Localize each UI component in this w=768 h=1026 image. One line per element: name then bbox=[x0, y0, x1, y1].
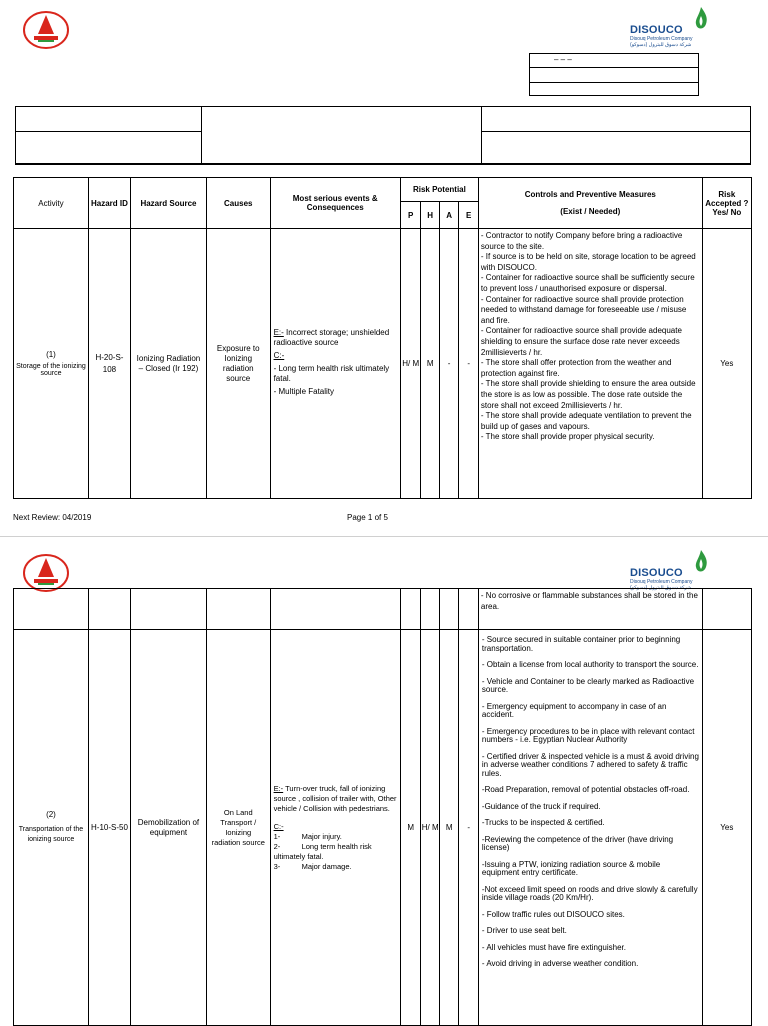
title-block bbox=[15, 106, 751, 165]
company-emblem-icon bbox=[22, 553, 70, 593]
header-hazard-id: Hazard ID bbox=[88, 178, 130, 229]
page-divider bbox=[0, 536, 768, 545]
row2-accepted: Yes bbox=[702, 630, 751, 1026]
row2-c-label: C:- bbox=[273, 821, 284, 831]
row2-activity-num: (2) bbox=[46, 810, 56, 819]
disouco-logo bbox=[628, 6, 718, 48]
row1-p: H/ M bbox=[400, 229, 421, 499]
flame-icon bbox=[692, 549, 710, 575]
document-info-line: – – – bbox=[530, 54, 698, 68]
page-number: Page 1 of 5 bbox=[347, 513, 388, 522]
header-causes: Causes bbox=[206, 178, 270, 229]
row2-hazard-id: H-10-S-50 bbox=[88, 630, 130, 1026]
disouco-logo bbox=[628, 549, 718, 591]
document-info-divider bbox=[530, 82, 698, 83]
row1-activity-num: (1) bbox=[46, 350, 56, 359]
row1-control-item: - Contractor to notify Company before bring a radioactive source to the site. bbox=[480, 231, 683, 251]
row2-hazard-source: Demobilization of equipment bbox=[131, 630, 207, 1026]
header-accepted-sub: Yes/ No bbox=[712, 207, 742, 217]
row2-controls bbox=[478, 630, 702, 1026]
header-risk-potential: Risk Potential bbox=[400, 178, 478, 202]
row1-control-item: - Container for radioactive source shall provide adequate shielding to ensure the surface dose rate never exceeds 2millisieverts / hr. bbox=[480, 326, 682, 357]
table-row bbox=[14, 229, 752, 499]
row1-control-item: - Container for radioactive source shall be sufficiently secure to prevent loss / unauthorised exposure or dispersal. bbox=[480, 273, 695, 293]
header-a: A bbox=[439, 202, 459, 229]
row2-activity bbox=[14, 630, 89, 1026]
row1-activity bbox=[14, 229, 89, 499]
row1-consequences bbox=[270, 229, 400, 499]
row2-causes: On Land Transport / Ionizing radiation source bbox=[206, 630, 270, 1026]
row2-c-text: Major damage. bbox=[301, 861, 352, 871]
row1-e-text: Incorrect storage; unshielded radioactive source bbox=[273, 327, 390, 347]
company-short-name: DISOUCO bbox=[630, 567, 683, 579]
row2-a: M bbox=[439, 630, 459, 1026]
table-row bbox=[14, 589, 752, 630]
company-arabic-name: شركة دسوق للبترول (دسوكو) bbox=[630, 42, 692, 48]
row1-hazard-source: Ionizing Radiation – Closed (Ir 192) bbox=[131, 229, 207, 499]
row2-control-item: - Certified driver & inspected vehicle is a must & avoid driving in adverse weather conditions 7 adhered to safety & traffic rules. bbox=[481, 751, 699, 778]
row1-h: M bbox=[421, 229, 439, 499]
row2-c-num: 2- bbox=[273, 841, 281, 851]
row2-control-item: - Emergency procedures to be in place with relevant contact numbers - i.e. Egyptian Nuclear Authority bbox=[481, 726, 695, 744]
company-emblem-icon bbox=[22, 10, 70, 50]
row2-control-item: - All vehicles must have fire extinguisher. bbox=[481, 942, 626, 952]
row2-control-item: -Not exceed limit speed on roods and drive slowly & carefully inside village roads (20 Km/Hr). bbox=[481, 884, 698, 902]
row1-e: - bbox=[459, 229, 479, 499]
row1-c1: - Long term health risk ultimately fatal. bbox=[273, 363, 390, 383]
row1-c-label: C:- bbox=[273, 350, 285, 360]
next-review: Next Review: 04/2019 bbox=[13, 513, 92, 522]
row1-causes: Exposure to Ionizing radiation source bbox=[206, 229, 270, 499]
row2-control-item: -Issuing a PTW, ionizing radiation source & mobile equipment entry certificate. bbox=[481, 859, 661, 877]
row2-c-num: 3- bbox=[273, 861, 281, 871]
row1-control-item: - The store shall offer protection from the weather and protection against fire. bbox=[480, 358, 672, 378]
row1-e-label: E:- bbox=[273, 327, 284, 337]
table-row bbox=[14, 630, 752, 1026]
row2-control-item: - Source secured in suitable container prior to beginning transportation. bbox=[481, 635, 681, 653]
row2-c-text: Major injury. bbox=[301, 831, 342, 841]
risk-assessment-table bbox=[13, 177, 752, 499]
header-p: P bbox=[400, 202, 421, 229]
row2-control-item: -Guidance of the truck if required. bbox=[481, 801, 601, 811]
row2-activity-text: Transportation of the ionizing source bbox=[18, 826, 84, 843]
row2-control-item: - Driver to use seat belt. bbox=[481, 926, 567, 935]
row1-control-item: - The store shall provide shielding to ensure the area outside the store is as low as possible. The dose rate outside the store shall not exceed 2millisieverts / hr. bbox=[480, 379, 696, 410]
row2-control-item: -Reviewing the competence of the driver (have driving license) bbox=[481, 834, 674, 852]
row1-control-item: - If source is to be held on site, storage location to be agreed with DISOUCO. bbox=[480, 252, 696, 272]
row1-accepted: Yes bbox=[702, 229, 751, 499]
flame-icon bbox=[692, 6, 710, 32]
row1-control-item: - The store shall provide adequate ventilation to prevent the build up of gases and vapours. bbox=[480, 411, 692, 431]
company-short-name: DISOUCO bbox=[630, 24, 683, 36]
row2-control-item: -Trucks to be inspected & certified. bbox=[481, 818, 605, 827]
company-full-name: Disouq Petroleum Company bbox=[630, 36, 693, 42]
risk-assessment-table-continued bbox=[13, 588, 752, 1026]
row2-c-num: 1- bbox=[273, 831, 281, 841]
row2-e-label: E:- bbox=[273, 783, 284, 793]
row1-activity-text: Storage of the ionizing source bbox=[16, 363, 86, 377]
header-h: H bbox=[421, 202, 439, 229]
company-arabic-name: شركة دسوق للبترول (دسوكو) bbox=[630, 585, 692, 591]
header-controls-sub: (Exist / Needed) bbox=[560, 207, 621, 216]
row2-h: H/ M bbox=[421, 630, 439, 1026]
row2-p: M bbox=[400, 630, 421, 1026]
header-controls-title: Controls and Preventive Measures bbox=[524, 190, 656, 199]
row1-hazard-id: H-20-S-108 bbox=[88, 229, 130, 499]
row2-c-text: Long term health risk ultimately fatal. bbox=[273, 841, 372, 861]
row2-control-item: - Emergency equipment to accompany in case of an accident. bbox=[481, 701, 667, 719]
row2-control-item: - Obtain a license from local authority to transport the source. bbox=[481, 660, 699, 669]
header-controls bbox=[478, 178, 702, 229]
header-activity: Activity bbox=[14, 178, 89, 229]
row1-a: - bbox=[439, 229, 459, 499]
row1-controls bbox=[478, 229, 702, 499]
row2-control-item: -Road Preparation, removal of potential obstacles off-road. bbox=[481, 785, 690, 794]
header-accepted-title: Risk Accepted ? bbox=[705, 189, 749, 208]
document-info-box bbox=[529, 53, 699, 96]
header-events: Most serious events & Consequences bbox=[270, 178, 400, 229]
row2-control-item: - Avoid driving in adverse weather condition. bbox=[481, 959, 639, 968]
row1-controls-continued: - No corrosive or flammable substances shall be stored in the area. bbox=[478, 589, 702, 630]
row2-control-item: - Follow traffic rules out DISOUCO sites. bbox=[481, 909, 625, 919]
row1-c2: - Multiple Fatality bbox=[273, 386, 335, 396]
row2-e: - bbox=[459, 630, 479, 1026]
row1-control-item: - Container for radioactive source shall provide protection needed to withstand damage for foreseeable use / misuse and fire. bbox=[480, 294, 687, 325]
row2-control-item: - Vehicle and Container to be clearly marked as Radioactive source. bbox=[481, 676, 695, 694]
row1-control-item: - The store shall provide proper physical security. bbox=[480, 432, 655, 442]
row2-consequences bbox=[270, 630, 400, 1026]
header-hazard-source: Hazard Source bbox=[131, 178, 207, 229]
header-e: E bbox=[459, 202, 479, 229]
header-accepted bbox=[702, 178, 751, 229]
row2-e-text: Turn-over truck, fall of ionizing source , collision of trailer with, Other vehicle / Collision with pedestrians. bbox=[273, 783, 397, 813]
company-full-name: Disouq Petroleum Company bbox=[630, 579, 693, 585]
